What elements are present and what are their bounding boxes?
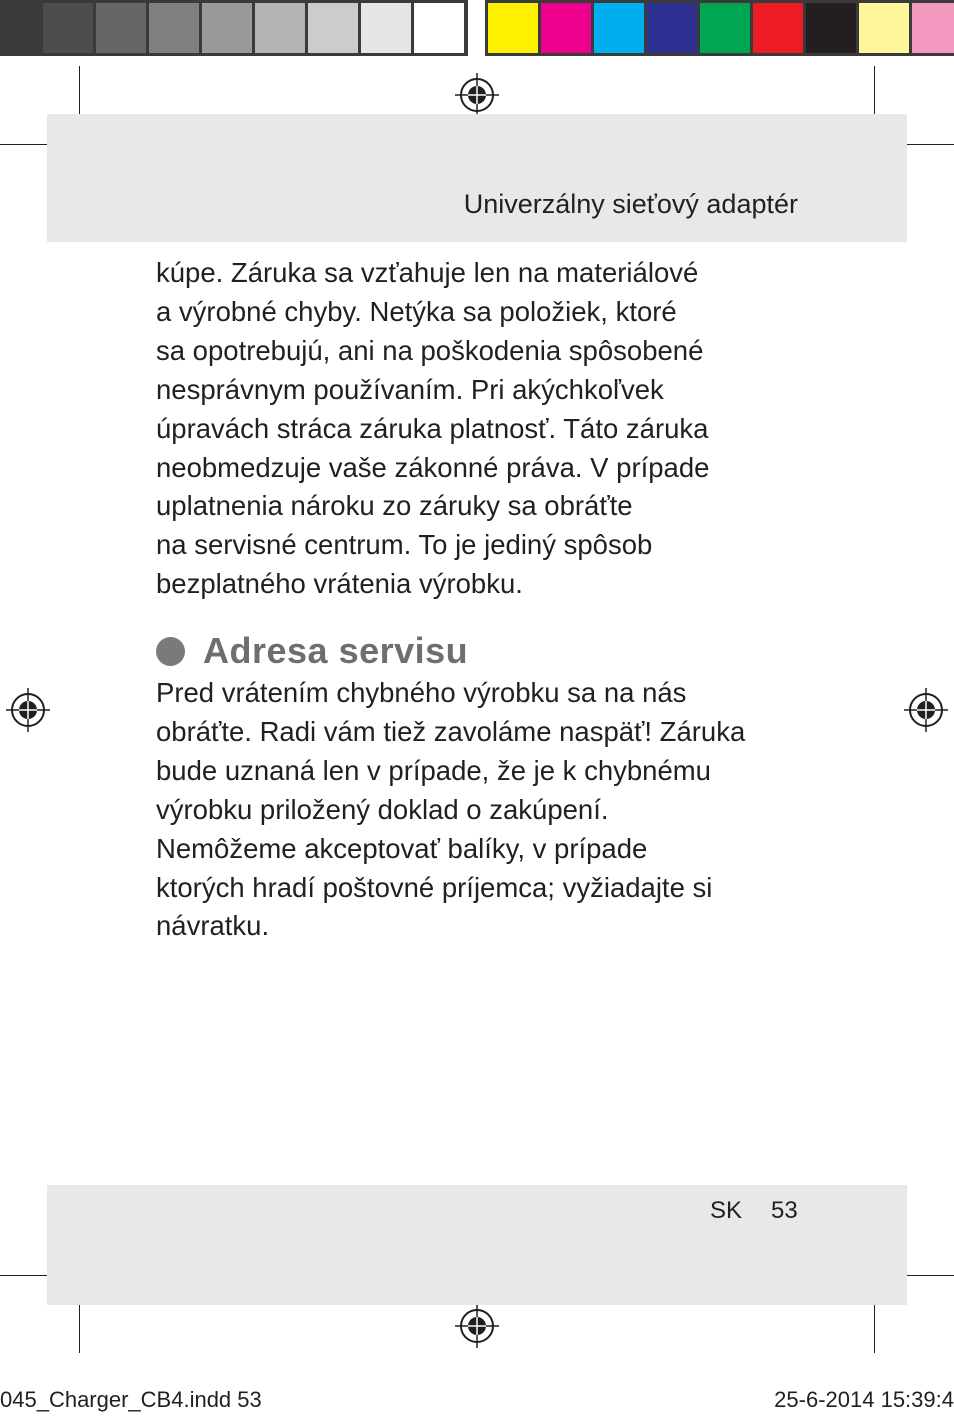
slug-datetime: 25-6-2014 15:39:4 xyxy=(774,1387,954,1412)
color-swatch xyxy=(541,3,591,53)
text-line: sa opotrebujú, ani na poškodenia spôsobené xyxy=(156,334,704,366)
header-band xyxy=(47,114,907,242)
text-line: na servisné centrum. To je jediný spôsob xyxy=(156,529,653,561)
color-swatch xyxy=(859,3,909,53)
text-line: nesprávnym používaním. Pri akýchkoľvek xyxy=(156,373,664,405)
text-line: a výrobné chyby. Netýka sa položiek, ktoré xyxy=(156,295,677,327)
gray-swatch xyxy=(43,3,93,53)
text-line: kúpe. Záruka sa vzťahuje len na materiálové xyxy=(156,257,699,288)
color-swatch xyxy=(806,3,856,53)
running-header-title: Univerzálny sieťový adaptér xyxy=(463,189,798,219)
registration-mark-icon xyxy=(904,688,948,732)
service-address-paragraph xyxy=(156,674,816,946)
text-line: Nemôžeme akceptovať balíky, v prípade xyxy=(156,832,648,864)
text-line: obráťte. Radi vám tiež zavoláme naspäť! Záruka xyxy=(156,715,746,747)
text-line: úpravách stráca záruka platnosť. Táto záruka xyxy=(156,412,709,444)
crop-mark xyxy=(874,1297,875,1353)
color-swatch xyxy=(594,3,644,53)
gray-swatch xyxy=(149,3,199,53)
page-number: 53 xyxy=(771,1197,798,1224)
slug-file-name: 045_Charger_CB4.indd 53 xyxy=(0,1387,262,1412)
bullet-icon xyxy=(156,637,185,666)
color-swatch xyxy=(647,3,697,53)
text-line: ktorých hradí poštovné príjemca; vyžiadajte si xyxy=(156,871,713,903)
color-swatch xyxy=(753,3,803,53)
gray-swatch xyxy=(414,3,464,53)
text-line: výrobku priložený doklad o zakúpení. xyxy=(156,793,609,825)
text-line: neobmedzuje vaše zákonné práva. V prípade xyxy=(156,451,710,483)
gray-swatch xyxy=(202,3,252,53)
color-swatch xyxy=(488,3,538,53)
text-line: Pred vrátením chybného výrobku sa na nás xyxy=(156,677,687,708)
crop-mark xyxy=(79,1297,80,1353)
text-line: návratku. xyxy=(156,910,270,942)
registration-mark-icon xyxy=(6,688,50,732)
text-line: bude uznaná len v prípade, že je k chybnému xyxy=(156,754,711,786)
color-swatch xyxy=(700,3,750,53)
registration-mark-icon xyxy=(455,73,499,117)
registration-mark-icon xyxy=(455,1304,499,1348)
text-line: uplatnenia nároku zo záruky sa obráťte xyxy=(156,490,633,522)
text-line: bezplatného vrátenia výrobku. xyxy=(156,568,523,600)
gray-swatch xyxy=(0,3,40,53)
warranty-paragraph xyxy=(156,254,816,604)
gray-swatch xyxy=(361,3,411,53)
gray-swatch xyxy=(96,3,146,53)
section-heading xyxy=(156,628,468,674)
section-heading-text: Adresa servisu xyxy=(203,630,469,671)
gray-swatch xyxy=(255,3,305,53)
color-swatch xyxy=(912,3,954,53)
gray-swatch xyxy=(308,3,358,53)
language-code: SK xyxy=(710,1197,743,1224)
